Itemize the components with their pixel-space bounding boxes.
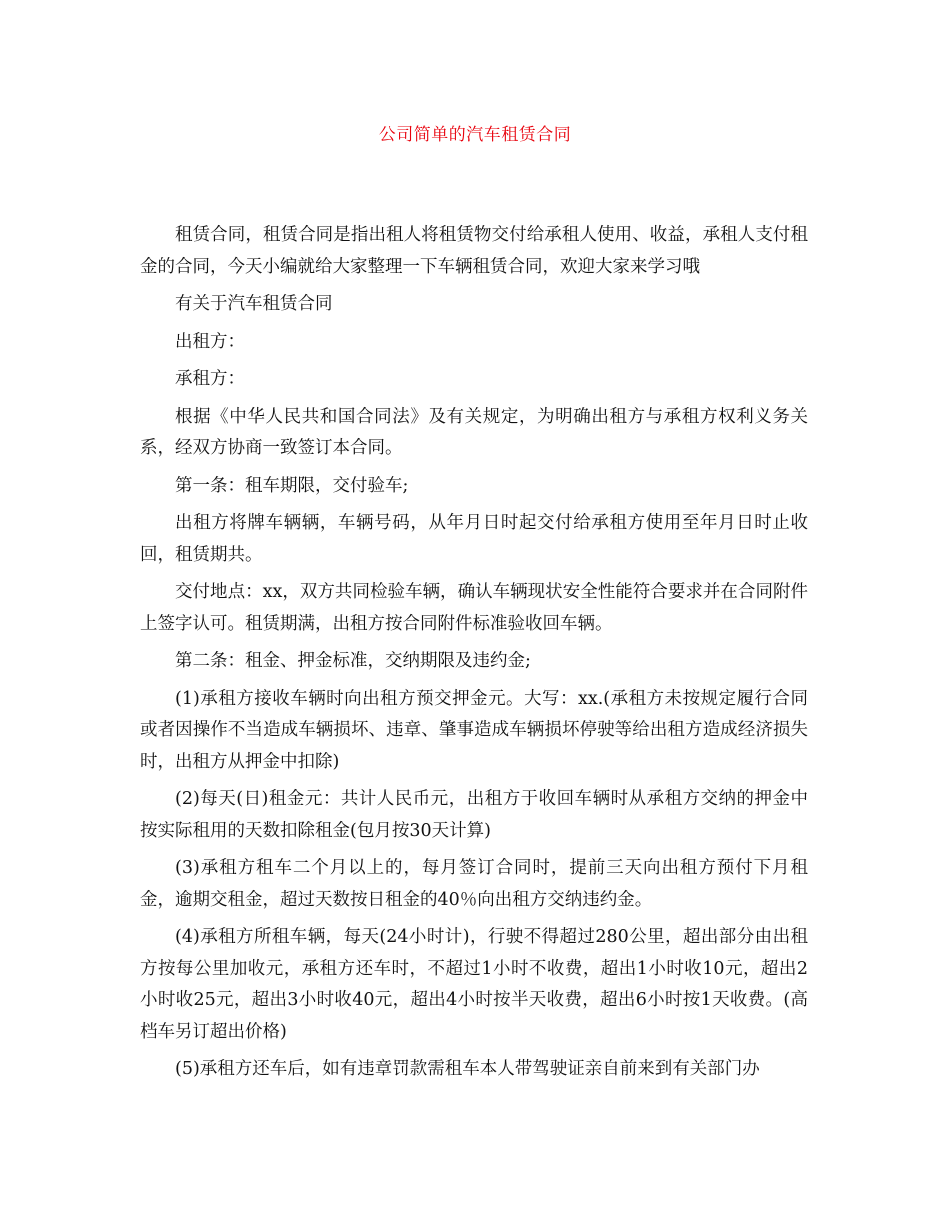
- paragraph-clause-4: (4)承租方所租车辆，每天(24小时计)，行驶不得超过280公里，超出部分由出租方按每公里加收元，承租方还车时，不超过1小时不收费，超出1小时收10元，超出2小时收25元，超出3小时收40元，超出4小时按半天收费，超出6小时按1天收费。(高档车另订超出价格): [140, 927, 808, 1042]
- paragraph-lease-term: 出租方将牌车辆辆，车辆号码，从年月日时起交付给承租方使用至年月日时止收回，租赁期共。: [140, 513, 808, 565]
- paragraph-clause-2: (2)每天(日)租金元：共计人民币元，出租方于收回车辆时从承租方交纳的押金中按实际租用的天数扣除租金(包月按30天计算): [140, 789, 808, 841]
- paragraph-article-1: 第一条：租车期限，交付验车;: [175, 475, 409, 496]
- paragraph-lessor: 出租方：: [175, 331, 245, 352]
- paragraph-heading: 有关于汽车租赁合同: [175, 294, 333, 314]
- paragraph-intro: 租赁合同，租赁合同是指出租人将租赁物交付给承租人使用、收益，承租人支付租金的合同，今天小编就给大家整理一下车辆租赁合同，欢迎大家来学习哦: [140, 225, 808, 277]
- paragraph-lessee: 承租方：: [175, 369, 245, 389]
- paragraph-article-2: 第二条：租金、押金标准，交纳期限及违约金;: [175, 651, 531, 671]
- document-title: 公司简单的汽车租赁合同: [378, 125, 572, 145]
- paragraph-clause-1: (1)承租方接收车辆时向出租方预交押金元。大写：xx.(承租方未按规定履行合同或者因操作不当造成车辆损坏、违章、肇事造成车辆损坏停驶等给出租方造成经济损失时，出租方从押金中扣除): [140, 688, 808, 772]
- paragraph-clause-3: (3)承租方租车二个月以上的，每月签订合同时，提前三天向出租方预付下月租金，逾期交租金，超过天数按日租金的40％向出租方交纳违约金。: [140, 858, 808, 910]
- paragraph-delivery-place: 交付地点：xx，双方共同检验车辆，确认车辆现状安全性能符合要求并在合同附件上签字认可。租赁期满，出租方按合同附件标准验收回车辆。: [140, 582, 808, 634]
- paragraph-clause-5: (5)承租方还车后，如有违章罚款需租车本人带驾驶证亲自前来到有关部门办: [175, 1059, 760, 1079]
- document-body: [140, 220, 808, 1092]
- paragraph-basis: 根据《中华人民共和国合同法》及有关规定，为明确出租方与承租方权利义务关系，经双方协商一致签订本合同。: [140, 406, 808, 458]
